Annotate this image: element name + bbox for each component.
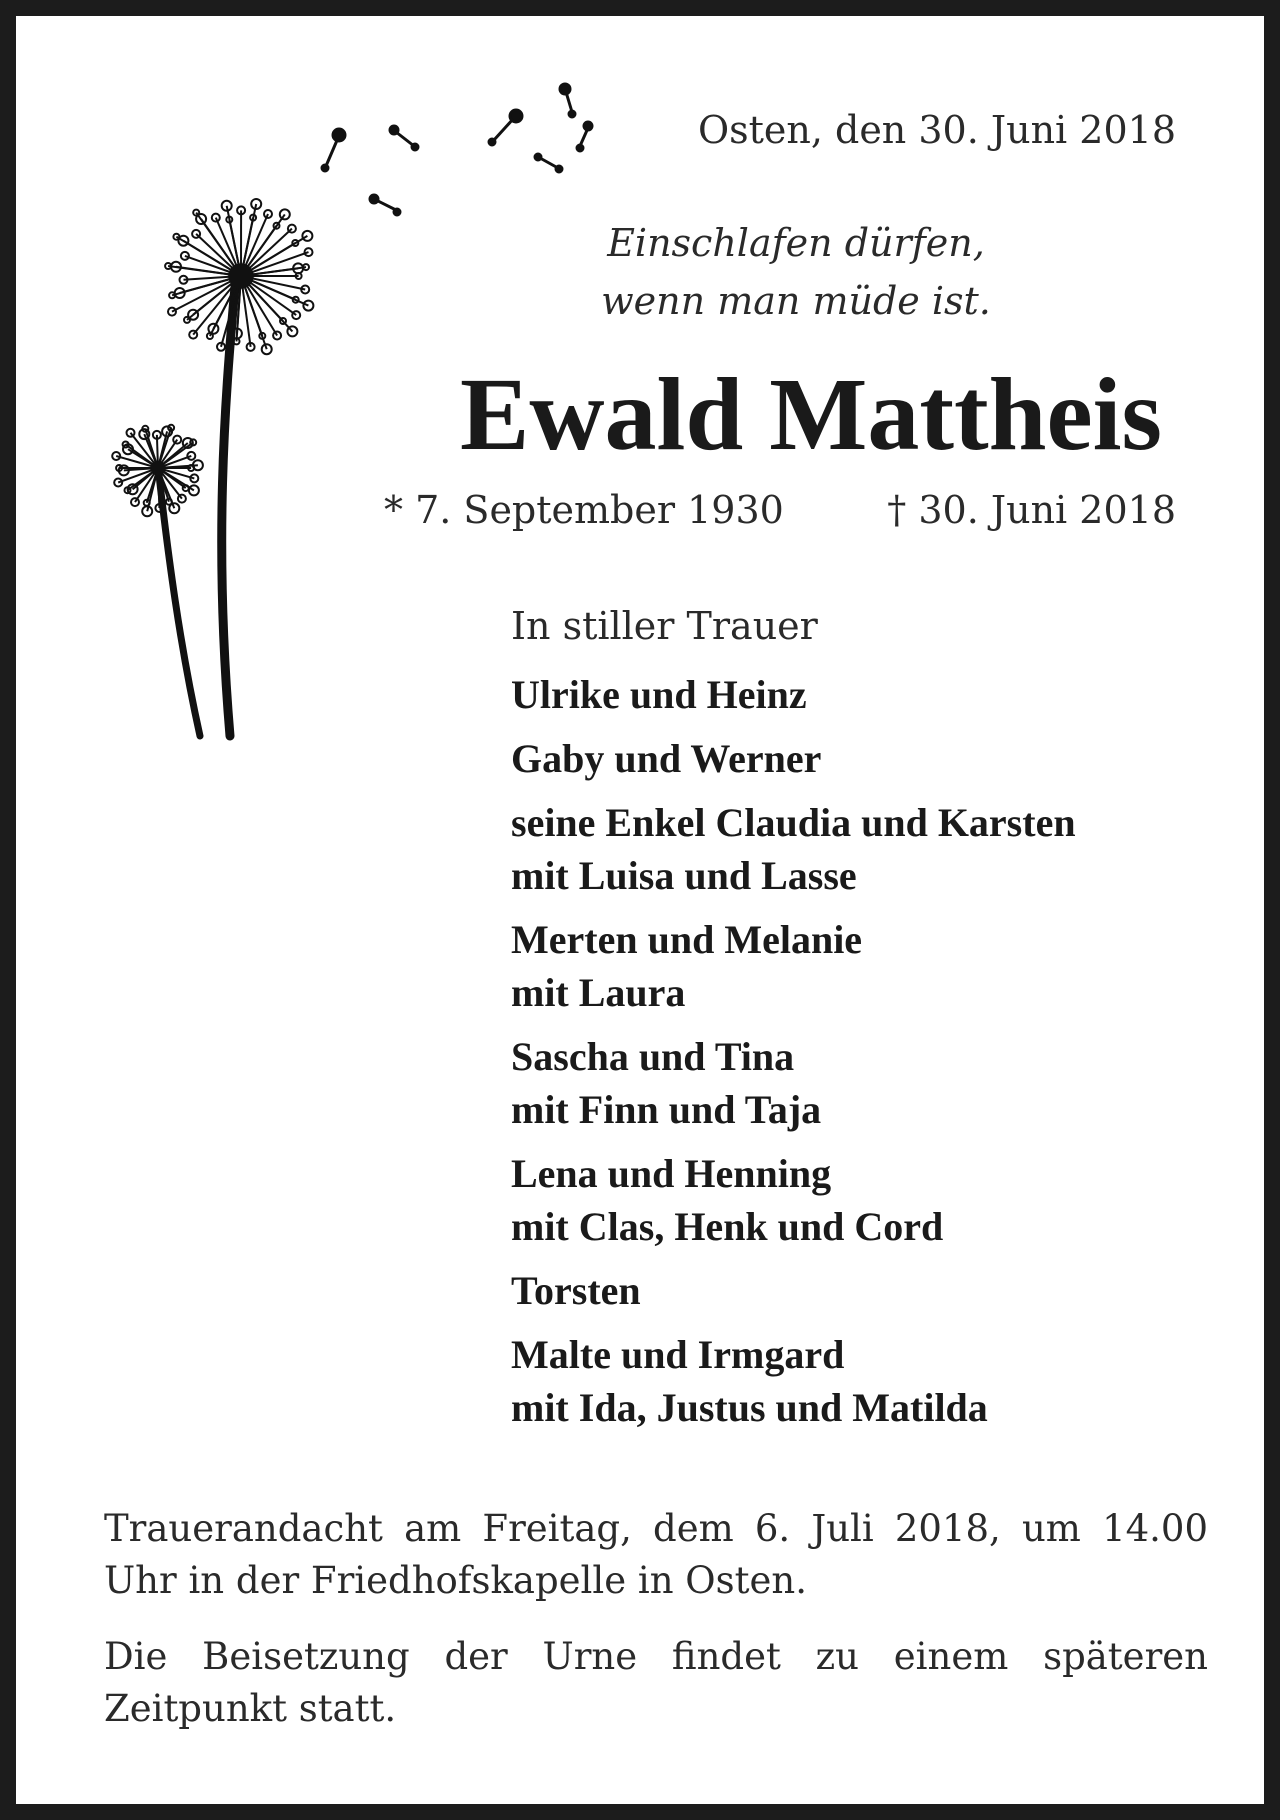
mourner-line: mit Finn und Taja bbox=[511, 1087, 822, 1132]
mourner-line: Ulrike und Heinz bbox=[511, 672, 807, 717]
mourner-line: Lena und Henning bbox=[511, 1151, 832, 1196]
mourning-intro: In stiller Trauer bbox=[511, 604, 818, 648]
motto-line-1: Einschlafen dürfen, bbox=[607, 221, 985, 265]
mourner-line: mit Clas, Henk und Cord bbox=[511, 1204, 944, 1249]
mourner-line: mit Laura bbox=[511, 970, 686, 1015]
mourner-line: Malte und Irmgard bbox=[511, 1332, 845, 1377]
death-date: † 30. Juni 2018 bbox=[887, 488, 1176, 532]
mourner-line: mit Luisa und Lasse bbox=[511, 853, 857, 898]
mourner-line: mit Ida, Justus und Matilda bbox=[511, 1385, 988, 1430]
mourner-group bbox=[511, 1264, 1231, 1317]
deceased-name: Ewald Mattheis bbox=[460, 357, 1162, 472]
burial-notice: Die Beisetzung der Urne findet zu einem späteren Zeitpunkt statt. bbox=[104, 1635, 1208, 1730]
mourners-list bbox=[511, 668, 1231, 1445]
mourner-group bbox=[511, 796, 1231, 902]
mourner-line: Gaby und Werner bbox=[511, 736, 822, 781]
motto-line-2: wenn man müde ist. bbox=[601, 279, 991, 323]
mourner-group bbox=[511, 1030, 1231, 1136]
mourner-group bbox=[511, 1328, 1231, 1434]
place-date: Osten, den 30. Juni 2018 bbox=[697, 108, 1176, 152]
birth-date: * 7. September 1930 bbox=[384, 488, 784, 532]
mourner-group bbox=[511, 668, 1231, 721]
mourner-group bbox=[511, 1147, 1231, 1253]
service-notice: Trauerandacht am Freitag, dem 6. Juli 2018, um 14.00 Uhr in der Friedhofskapelle in Osten. bbox=[104, 1507, 1208, 1602]
mourner-group bbox=[511, 732, 1231, 785]
mourner-line: Torsten bbox=[511, 1268, 641, 1313]
mourner-line: Merten und Melanie bbox=[511, 917, 863, 962]
mourner-line: seine Enkel Claudia und Karsten bbox=[511, 800, 1076, 845]
motto-quote bbox=[516, 214, 1076, 330]
mourner-group bbox=[511, 913, 1231, 1019]
mourner-line: Sascha und Tina bbox=[511, 1034, 795, 1079]
